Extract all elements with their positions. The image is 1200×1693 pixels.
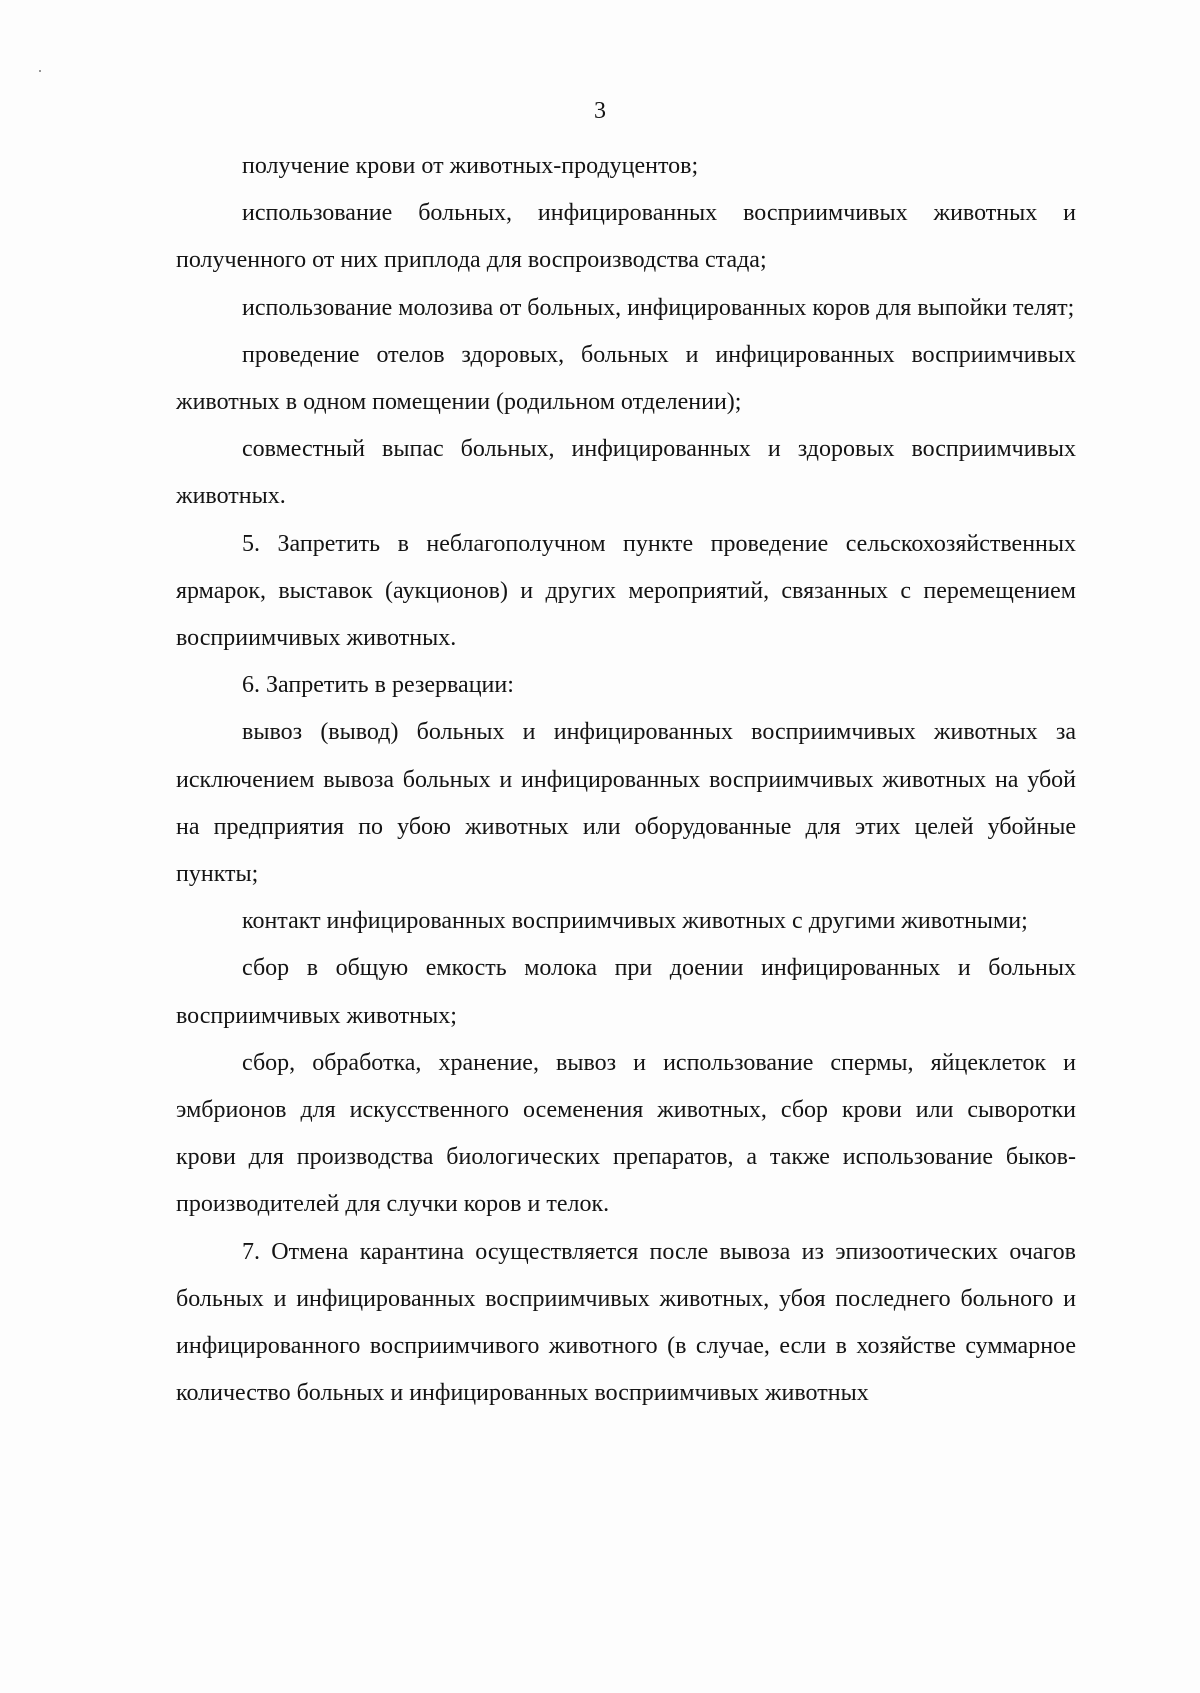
paragraph: 6. Запретить в резервации: [242, 672, 514, 699]
paragraph: получение крови от животных-продуцентов; [242, 153, 699, 179]
page-number: 3 [594, 98, 606, 124]
scan-speck [39, 70, 41, 72]
paragraph: сбор, обработка, хранение, вывоз и использование спермы, яйцеклеток и эмбрионов для искусственного осеменения животных, сбор крови или сыворотки крови для производства биологических препаратов, а также использование быков-производителей для случки коров и телок. [176, 1049, 1076, 1218]
paragraph: проведение отелов здоровых, больных и инфицированных восприимчивых животных в одном помещении (родильном отделении); [176, 341, 1076, 416]
paragraph: 5. Запретить в неблагополучном пункте проведение сельскохозяйственных ярмарок, выставок (аукционов) и других мероприятий, связанных с перемещением восприимчивых животных. [176, 530, 1076, 652]
paragraph: вывоз (вывод) больных и инфицированных восприимчивых животных за исключением вывоза больных и инфицированных восприимчивых животных на убой на предприятия по убою животных или оборудованные для этих целей убойные пункты; [176, 719, 1076, 888]
paragraph: совместный выпас больных, инфицированных и здоровых восприимчивых животных. [176, 436, 1076, 510]
paragraph: сбор в общую емкость молока при доении инфицированных и больных восприимчивых животных; [176, 955, 1076, 1029]
document-body [176, 143, 1076, 1417]
paragraph: контакт инфицированных восприимчивых животных с другими животными; [242, 908, 1028, 935]
paragraph: использование больных, инфицированных восприимчивых животных и полученного от них приплода для воспроизводства стада; [176, 200, 1076, 274]
paragraph: 7. Отмена карантина осуществляется после вывоза из эпизоотических очагов больных и инфицированных восприимчивых животных, убоя последнего больного и инфицированного восприимчивого животного (в случае, если в хозяйстве суммарное количество больных и инфицированных восприимчивых животных [176, 1238, 1076, 1407]
paragraph: использование молозива от больных, инфицированных коров для выпойки телят; [242, 294, 1075, 321]
